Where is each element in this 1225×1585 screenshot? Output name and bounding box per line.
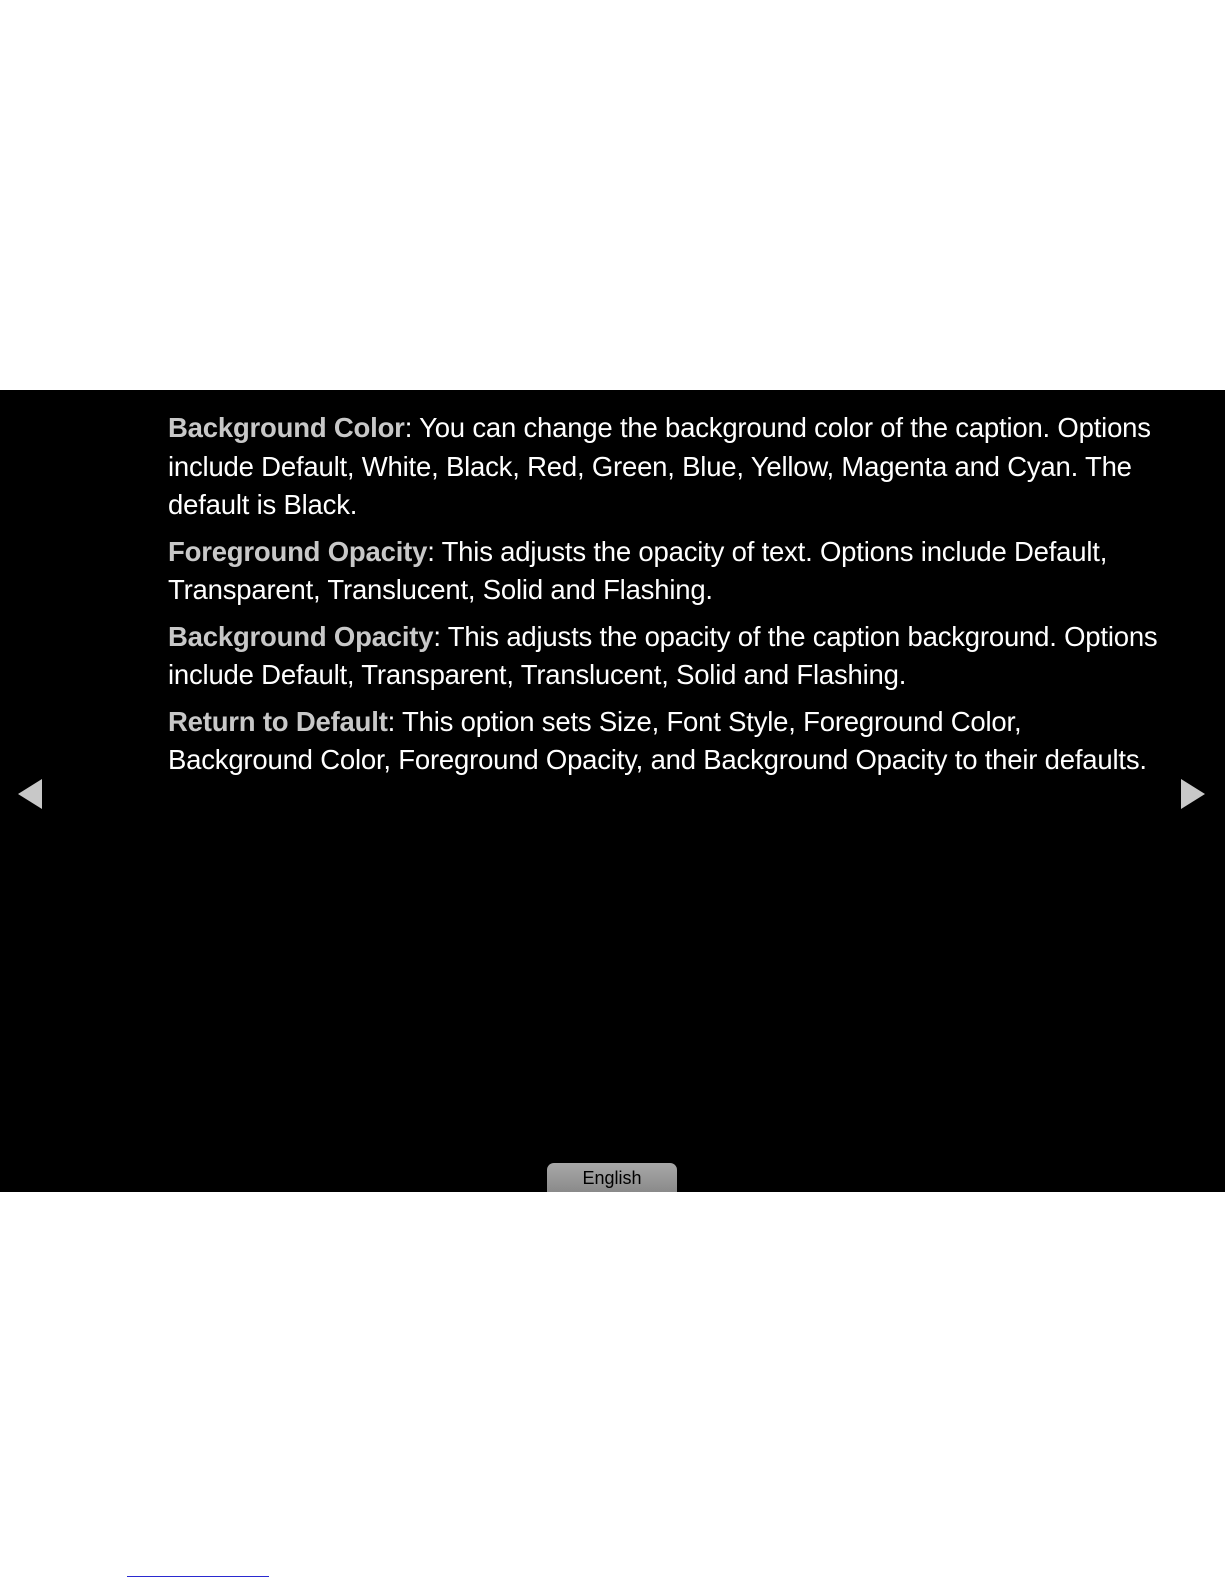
description-background-opacity: : This adjusts the opacity of the caption background. Options include Default, Transparent, Translucent, Solid and Flashing.: [168, 620, 1158, 690]
term-return-to-default: Return to Default: [168, 705, 388, 737]
help-paragraph-background-opacity: [168, 618, 1168, 695]
description-background-color: : You can change the background color of the caption. Options include Default, White, Black, Red, Green, Blue, Yellow, Magenta and Cyan. The default is Black.: [168, 412, 1151, 520]
footer-rule: [127, 1576, 269, 1577]
help-paragraph-foreground-opacity: [168, 533, 1168, 610]
description-return-to-default: : This option sets Size, Font Style, Foreground Color, Background Color, Foreground Opacity, and Background Opacity to their defaults.: [168, 705, 1147, 775]
triangle-left-icon[interactable]: [18, 779, 42, 809]
term-foreground-opacity: Foreground Opacity: [168, 535, 428, 567]
language-tab[interactable]: English: [547, 1163, 677, 1192]
help-content: [168, 409, 1168, 788]
help-paragraph-return-to-default: [168, 703, 1168, 780]
triangle-right-icon[interactable]: [1181, 779, 1205, 809]
term-background-opacity: Background Opacity: [168, 620, 434, 652]
description-foreground-opacity: : This adjusts the opacity of text. Options include Default, Transparent, Translucent, Solid and Flashing.: [168, 535, 1108, 605]
help-paragraph-background-color: [168, 409, 1168, 525]
tv-screen: [0, 390, 1225, 1192]
term-background-color: Background Color: [168, 412, 405, 443]
